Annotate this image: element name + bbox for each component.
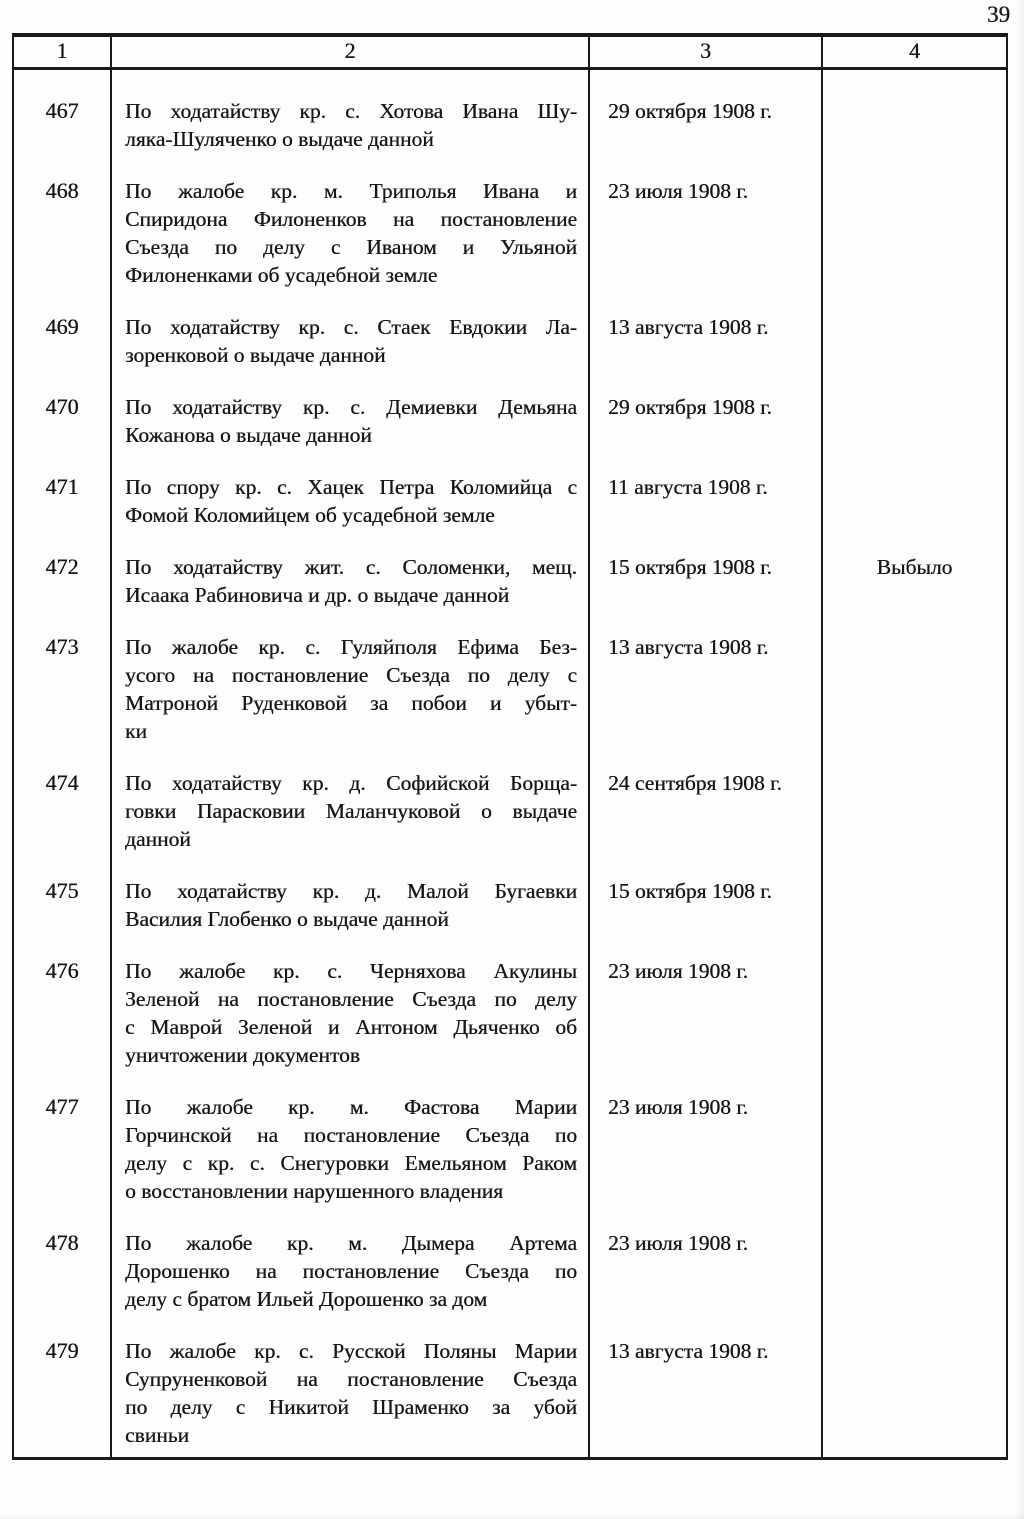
case-description-cell — [112, 153, 590, 289]
note-cell: Выбыло — [876, 555, 953, 579]
table-row — [14, 853, 1006, 933]
date-cell: 23 июля 1908 г. — [590, 1205, 823, 1313]
description-line: Съезда по делу с Иваном и Ульяной — [125, 235, 577, 259]
description-line: данной — [125, 827, 191, 851]
note-cell — [823, 1069, 1006, 1205]
note-cell — [823, 289, 1006, 369]
date-cell: 23 июля 1908 г. — [590, 933, 823, 1069]
description-line: По жалобе кр. с. Гуляйполя Ефима Без- — [125, 635, 577, 659]
scan-edge-shade-right — [1016, 0, 1024, 1519]
case-number-cell: 479 — [14, 1313, 112, 1457]
case-number-cell: 471 — [14, 449, 112, 529]
note-cell — [823, 853, 1006, 933]
description-line: Спиридона Филоненков на постановление — [125, 207, 577, 231]
description-line: По ходатайству кр. с. Демиевки Демьяна — [125, 395, 577, 419]
case-description-cell — [112, 1205, 590, 1313]
date-cell: 29 октября 1908 г. — [590, 369, 823, 449]
case-description-cell — [112, 449, 590, 529]
description-line: По ходатайству жит. с. Соломенки, мещ. — [125, 555, 577, 579]
description-line: По жалобе кр. м. Триполья Ивана и — [125, 179, 577, 203]
column-header-2: 2 — [112, 37, 590, 67]
page-number: 39 — [987, 2, 1010, 27]
description-line: ки — [125, 719, 147, 743]
date-cell: 13 августа 1908 г. — [590, 609, 823, 745]
description-line: По жалобе кр. с. Русской Поляны Марии — [125, 1339, 577, 1363]
date-cell: 24 сентября 1908 г. — [590, 745, 823, 853]
case-description-cell — [112, 609, 590, 745]
description-line: усого на постановление Съезда по делу с — [125, 663, 577, 687]
note-cell — [823, 933, 1006, 1069]
description-line: По ходатайству кр. д. Малой Бугаевки — [125, 879, 577, 903]
case-description-cell — [112, 289, 590, 369]
case-number-cell: 478 — [14, 1205, 112, 1313]
note-cell — [823, 745, 1006, 853]
date-cell: 29 октября 1908 г. — [590, 70, 823, 153]
table-row — [14, 1205, 1006, 1313]
case-register-table — [12, 33, 1008, 1460]
case-description-cell — [112, 745, 590, 853]
description-line: ляка-Шуляченко о выдаче данной — [125, 127, 434, 151]
description-line: Матроной Руденковой за побои и убыт- — [125, 691, 577, 715]
date-cell: 13 августа 1908 г. — [590, 289, 823, 369]
description-line: Исаака Рабиновича и др. о выдаче данной — [125, 583, 510, 607]
note-cell — [823, 70, 1006, 153]
table-row — [14, 153, 1006, 289]
date-cell: 23 июля 1908 г. — [590, 153, 823, 289]
case-number-cell: 468 — [14, 153, 112, 289]
column-header-1: 1 — [14, 37, 112, 67]
case-number-cell: 470 — [14, 369, 112, 449]
date-cell: 11 августа 1908 г. — [590, 449, 823, 529]
description-line: Супруненковой на постановление Съезда — [125, 1367, 577, 1391]
table-row — [14, 1313, 1006, 1457]
description-line: По спору кр. с. Хацек Петра Коломийца с — [125, 475, 577, 499]
table-row — [14, 1069, 1006, 1205]
description-line: По жалобе кр. м. Фастова Марии — [125, 1095, 577, 1119]
description-line: По ходатайству кр. д. Софийской Борща- — [125, 771, 577, 795]
note-cell — [823, 449, 1006, 529]
description-line: По ходатайству кр. с. Стаек Евдокии Ла- — [125, 315, 577, 339]
table-row — [14, 449, 1006, 529]
description-line: Фомой Коломийцем об усадебной земле — [125, 503, 495, 527]
case-number-cell: 475 — [14, 853, 112, 933]
scan-edge-shade-bottom — [0, 1513, 1024, 1519]
note-cell — [823, 609, 1006, 745]
case-number-cell: 472 — [14, 529, 112, 609]
description-line: Кожанова о выдаче данной — [125, 423, 372, 447]
description-line: делу с братом Ильей Дорошенко за дом — [125, 1287, 488, 1311]
case-number-cell: 473 — [14, 609, 112, 745]
case-description-cell — [112, 529, 590, 609]
table-body — [14, 70, 1006, 1457]
description-line: делу с кр. с. Снегуровки Емельяном Раком — [125, 1151, 577, 1175]
description-line: Горчинской на постановление Съезда по — [125, 1123, 577, 1147]
table-row — [14, 70, 1006, 153]
date-cell: 15 октября 1908 г. — [590, 529, 823, 609]
description-line: Василия Глобенко о выдаче данной — [125, 907, 449, 931]
case-description-cell — [112, 1069, 590, 1205]
description-line: Филоненками об усадебной земле — [125, 263, 438, 287]
description-line: говки Парасковии Маланчуковой о выдаче — [125, 799, 577, 823]
date-cell: 13 августа 1908 г. — [590, 1313, 823, 1457]
case-number-cell: 477 — [14, 1069, 112, 1205]
case-description-cell — [112, 853, 590, 933]
description-line: По ходатайству кр. с. Хотова Ивана Шу- — [125, 99, 577, 123]
description-line: по делу с Никитой Шраменко за убой — [125, 1395, 577, 1419]
table-row — [14, 609, 1006, 745]
case-description-cell — [112, 369, 590, 449]
description-line: о восстановлении нарушенного владения — [125, 1179, 504, 1203]
case-number-cell: 476 — [14, 933, 112, 1069]
case-description-cell — [112, 70, 590, 153]
description-line: По жалобе кр. с. Черняхова Акулины — [125, 959, 577, 983]
description-line: Зеленой на постановление Съезда по делу — [125, 987, 577, 1011]
case-number-cell: 467 — [14, 70, 112, 153]
case-number-cell: 474 — [14, 745, 112, 853]
note-cell — [823, 369, 1006, 449]
table-row — [14, 289, 1006, 369]
table-row — [14, 933, 1006, 1069]
note-cell — [823, 1313, 1006, 1457]
description-line: Дорошенко на постановление Съезда по — [125, 1259, 577, 1283]
note-cell — [823, 153, 1006, 289]
case-number-cell: 469 — [14, 289, 112, 369]
description-line: уничтожении документов — [125, 1043, 360, 1067]
note-cell — [823, 1205, 1006, 1313]
date-cell: 23 июля 1908 г. — [590, 1069, 823, 1205]
case-description-cell — [112, 933, 590, 1069]
table-header-row — [14, 37, 1006, 70]
description-line: зоренковой о выдаче данной — [125, 343, 386, 367]
table-row — [14, 745, 1006, 853]
description-line: По жалобе кр. м. Дымера Артема — [125, 1231, 577, 1255]
table-row — [14, 529, 1006, 609]
table-row — [14, 369, 1006, 449]
column-header-3: 3 — [590, 37, 823, 67]
description-line: с Маврой Зеленой и Антоном Дьяченко об — [125, 1015, 577, 1039]
date-cell: 15 октября 1908 г. — [590, 853, 823, 933]
column-header-4: 4 — [909, 38, 920, 63]
case-description-cell — [112, 1313, 590, 1457]
description-line: свиньи — [125, 1423, 190, 1447]
